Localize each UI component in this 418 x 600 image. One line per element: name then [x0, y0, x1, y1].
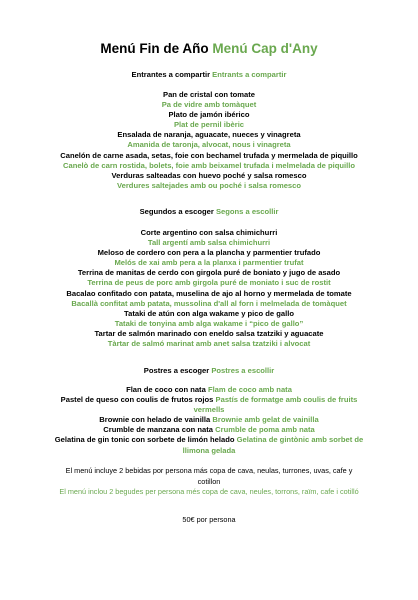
dish-es: Bacalao confitado con patata, muselina de ajo al horno y mermelada de tomate: [66, 288, 352, 298]
segundos-list: [0, 228, 418, 349]
section-ca: Segons a escollir: [215, 207, 279, 216]
footer-notes: [0, 466, 418, 498]
section-heading-segundos: [0, 207, 418, 217]
dish-ca: Tall argentí amb salsa chimichurri: [147, 238, 271, 248]
dish-ca-part1: Pastís de formatge amb coulis de fruits: [215, 395, 358, 405]
dish-es: Plato de jamón ibérico: [168, 110, 250, 120]
dish-ca: Verdures saltejades amb ou poché i salsa romesco: [116, 180, 302, 190]
footer-ca: El menú inclou 2 begudes per persona més copa de cava, neules, torrons, raïm, cafe i cotilló: [59, 487, 359, 496]
title-es: Menú Fin de Año: [100, 41, 209, 56]
dish-ca: Crumble de poma amb nata: [215, 425, 315, 435]
dish-ca: Flam de coco amb nata: [207, 385, 292, 394]
section-es: Segundos a escoger: [139, 207, 214, 216]
price: [0, 515, 418, 526]
section-heading-entrantes: [0, 70, 418, 80]
dish-ca: Tàrtar de salmó marinat amb anet salsa tzatziki i alvocat: [107, 339, 311, 349]
dish-es: Terrina de manitas de cerdo con girgola puré de boniato y jugo de asado: [77, 268, 341, 278]
dish-es: Brownie con helado de vainilla: [99, 415, 211, 425]
dish-ca: Tataki de tonyina amb alga wakame i “pico de gallo”: [114, 318, 304, 328]
section-ca: Postres a escollir: [211, 366, 275, 375]
dish-ca: Amanida de taronja, alvocat, nous i vinagreta: [127, 140, 291, 150]
footer-es-line2: cotillon: [197, 476, 221, 486]
section-heading-postres: [0, 366, 418, 376]
dish-ca-part1: Gelatina de gintònic amb sorbet de: [236, 435, 364, 445]
dish-ca: Melós de xai amb pera a la planxa i parmentier trufat: [114, 258, 304, 268]
dish-es: Gelatina de gin tonic con sorbete de limón helado: [54, 435, 235, 445]
dish-es: Crumble de manzana con nata: [103, 425, 213, 435]
dish-es: Flan de coco con nata: [126, 385, 206, 394]
dessert-row: [0, 425, 418, 435]
dish-es: Tartar de salmón marinado con eneldo salsa tzatziki y aguacate: [94, 328, 324, 338]
dessert-row: [0, 385, 418, 395]
price-text: 50€ por persona: [182, 515, 236, 524]
section-ca: Entrants a compartir: [212, 70, 287, 79]
postres-list: [0, 385, 418, 456]
dish-es: Corte argentino con salsa chimichurri: [140, 228, 278, 237]
dessert-row: [0, 395, 418, 405]
dish-ca: Bacallà confitat amb patata, mussolina d'all al forn i melmelada de tomàquet: [71, 298, 347, 308]
dish-ca: Terrina de peus de porc amb girgola puré de moniato i suc de rostit: [87, 278, 331, 288]
dish-ca-part2: llimona gelada: [182, 445, 236, 455]
dish-ca: Plat de pernil ibèric: [173, 120, 245, 130]
dish-es: Meloso de cordero con pera a la plancha y parmentier trufado: [97, 248, 321, 258]
dish-es: Canelón de carne asada, setas, foie con bechamel trufada y mermelada de piquillo: [60, 150, 358, 160]
section-es: Entrantes a compartir: [131, 70, 211, 79]
section-es: Postres a escoger: [143, 366, 210, 375]
dish-es: Verduras salteadas con huevo poché y salsa romesco: [111, 170, 307, 180]
dish-ca: Brownie amb gelat de vainilla: [212, 415, 319, 425]
dessert-row: [0, 415, 418, 425]
page-title: [0, 41, 418, 56]
footer-es-line1: El menú incluye 2 bebidas por persona más copa de cava, neulas, turrones, uvas, cafe y: [65, 466, 353, 475]
dish-ca-part2: vermells: [193, 405, 225, 415]
dish-es: Pan de cristal con tomate: [163, 90, 255, 99]
dessert-row: [0, 435, 418, 445]
dish-es: Ensalada de naranja, aguacate, nueces y vinagreta: [117, 130, 301, 140]
dish-es: Pastel de queso con coulis de frutos rojos: [60, 395, 214, 405]
dish-ca: Canelò de carn rostida, bolets, foie amb beixamel trufada i melmelada de piquillo: [62, 160, 355, 170]
dish-ca: Pa de vidre amb tomàquet: [161, 100, 257, 110]
dish-es: Tataki de atún con alga wakame y pico de gallo: [124, 308, 294, 318]
title-ca: Menú Cap d'Any: [212, 41, 318, 56]
entrantes-list: [0, 90, 418, 191]
